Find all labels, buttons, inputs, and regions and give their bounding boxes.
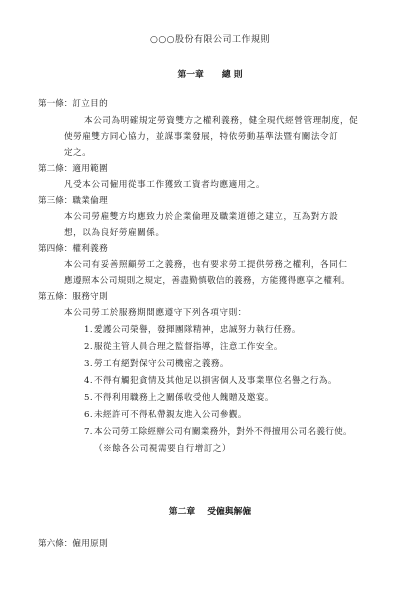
article-4-heading [38, 245, 108, 254]
list-item-number: 2. [84, 342, 93, 352]
article-heading: 服務守則 [72, 292, 108, 302]
article-label: 第三條： [38, 196, 73, 206]
article-4-line-1: 本公司有妥善照顧勞工之義務，也有要求勞工提供勞務之權利，各同仁 [64, 260, 348, 270]
article-5-heading [38, 293, 108, 302]
chapter-1-title: 總 則 [221, 70, 243, 80]
list-item [84, 428, 352, 437]
article-3-heading [38, 197, 108, 206]
article-label: 第四條： [38, 244, 73, 254]
list-item-text: 未經許可不得私帶親友進入公司參觀。 [94, 410, 247, 420]
article-1-line-2: 使勞雇雙方同心協力，並謀事業發展，特依勞動基準法暨有關法令訂 [64, 132, 339, 142]
chapter-2-title: 受僱與解僱 [207, 507, 252, 517]
article-6-heading [38, 540, 108, 549]
article-3-line-2: 想，以為良好勞雇關係。 [64, 228, 165, 238]
article-1-line-3: 定之。 [64, 148, 92, 158]
list-item-number: 5. [84, 393, 93, 403]
list-item-number: 3. [84, 359, 93, 369]
chapter-1-number: 第一章 [177, 70, 204, 80]
list-item-number: 4. [84, 376, 93, 386]
list-item [84, 343, 283, 352]
article-1-heading [38, 100, 108, 109]
article-heading: 權利義務 [72, 244, 108, 254]
article-5-line-1: 本公司勞工於服務期間應遵守下列各項守則： [64, 308, 247, 318]
article-heading: 適用範圍 [72, 164, 108, 174]
list-item-text: 本公司勞工除經辦公司有關業務外，對外不得擅用公司名義行使。 [94, 427, 352, 437]
article-2-heading [38, 165, 108, 174]
list-item [84, 377, 337, 386]
article-4-line-2: 應遵照本公司規則之規定，善盡勤慎敬信的義務，方能獲得應享之權利。 [64, 276, 351, 286]
article-label: 第六條： [38, 539, 73, 549]
article-2-line-1: 凡受本公司僱用從事工作獲致工資者均應適用之。 [64, 180, 266, 190]
list-item-number: 7. [84, 427, 93, 437]
chapter-2-number: 第二章 [168, 507, 196, 517]
list-item-number: 1. [84, 325, 93, 335]
list-item [84, 326, 301, 335]
article-3-line-1: 本公司勞雇雙方均應致力於企業倫理及職業道德之建立，互為對方設 [64, 212, 339, 222]
article-label: 第五條： [38, 292, 73, 302]
list-item-text: 勞工有絕對保守公司機密之義務。 [94, 359, 229, 369]
list-item-number: 6. [84, 410, 93, 420]
chapter-2-heading [0, 508, 420, 517]
article-heading: 職業倫理 [72, 196, 108, 206]
article-heading: 訂立目的 [72, 99, 108, 109]
list-item-text: 不得有觸犯貪情及其他足以損害個人及事業單位名譽之行為。 [94, 376, 337, 386]
article-label: 第二條： [38, 164, 73, 174]
list-item [84, 360, 229, 369]
document-title: ○○○股份有限公司工作規則 [149, 35, 271, 45]
article-heading: 僱用原則 [72, 539, 108, 549]
article-1-line-1: 本公司為明確規定勞資雙方之權利義務，健全現代經營管理制度，促 [84, 116, 359, 126]
article-5-note: （※餘各公司視需要自行增訂之） [94, 444, 232, 454]
chapter-1-heading [0, 71, 420, 80]
list-item-text: 愛護公司榮譽，發揮團隊精神，忠誠努力執行任務。 [94, 325, 301, 335]
list-item-text: 服從主管人員合理之監督指導，注意工作安全。 [94, 342, 283, 352]
list-item [84, 394, 274, 403]
list-item [84, 411, 247, 420]
article-label: 第一條： [38, 99, 73, 109]
list-item-text: 不得利用職務上之關係收受他人餽贈及邀宴。 [94, 393, 274, 403]
